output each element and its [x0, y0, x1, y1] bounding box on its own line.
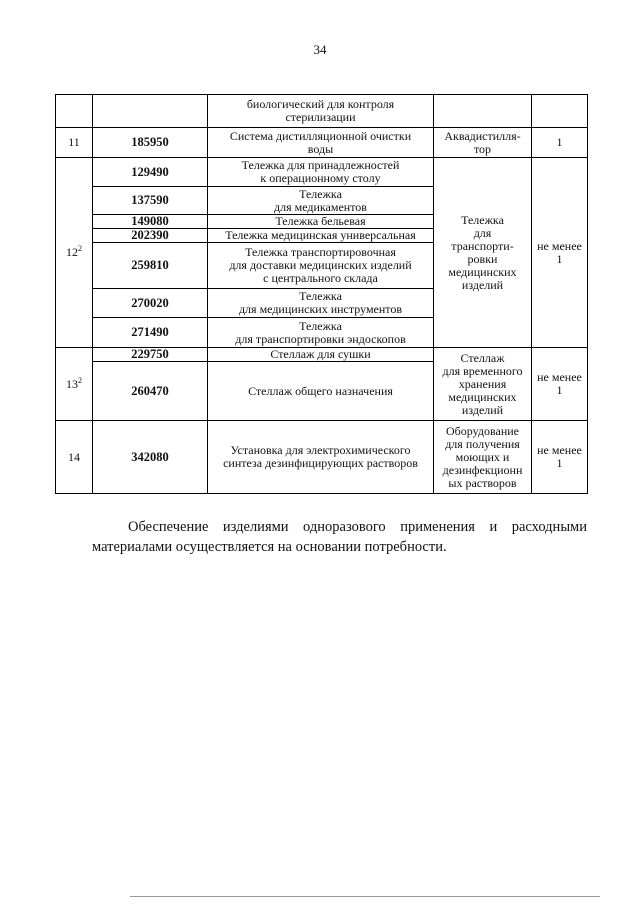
name-cell: Тележка для транспортировки эндоскопов: [208, 318, 434, 348]
code-cell: 271490: [93, 318, 208, 348]
table-row: [56, 95, 588, 128]
table-row: [56, 421, 588, 494]
type-cell: Тележка для транспорти- ровки медицинских изделий: [434, 158, 532, 348]
code-cell: 149080: [93, 215, 208, 229]
qty-cell: не менее 1: [532, 158, 588, 348]
name-cell: биологический для контроля стерилизации: [208, 95, 434, 128]
qty-cell: 1: [532, 128, 588, 158]
paragraph-line-1: Обеспечение изделиями одноразового применения и расходными: [128, 519, 587, 535]
page-number: 34: [313, 42, 327, 57]
type-cell: Стеллаж для временного хранения медицинских изделий: [434, 348, 532, 421]
table-row: [56, 128, 588, 158]
type-cell: [434, 95, 532, 128]
equipment-table: [55, 94, 588, 494]
qty-cell: не менее 1: [532, 421, 588, 494]
code-cell: 260470: [93, 362, 208, 421]
row-number: 14: [56, 421, 93, 494]
code-cell: [93, 95, 208, 128]
qty-cell: не менее 1: [532, 348, 588, 421]
name-cell: Тележка бельевая: [208, 215, 434, 229]
row-number: 11: [56, 128, 93, 158]
code-cell: 129490: [93, 158, 208, 187]
name-cell: Стеллаж общего назначения: [208, 362, 434, 421]
name-cell: Тележка для принадлежностей к операционному столу: [208, 158, 434, 187]
name-cell: Система дистилляционной очистки воды: [208, 128, 434, 158]
code-cell: 202390: [93, 229, 208, 243]
code-cell: 259810: [93, 243, 208, 289]
table-row: [56, 348, 588, 362]
name-cell: Тележка транспортировочная для доставки медицинских изделий с центрального склада: [208, 243, 434, 289]
code-cell: 137590: [93, 187, 208, 215]
name-cell: Тележка для медикаментов: [208, 187, 434, 215]
paragraph-line-2: материалами осуществляется на основании потребности.: [92, 539, 447, 555]
scan-edge-line: [130, 896, 600, 897]
footer-paragraph: [92, 517, 587, 557]
code-cell: 185950: [93, 128, 208, 158]
row-number: [56, 95, 93, 128]
name-cell: Установка для электрохимического синтеза дезинфицирующих растворов: [208, 421, 434, 494]
type-cell: Аквадистилля- тор: [434, 128, 532, 158]
code-cell: 229750: [93, 348, 208, 362]
table-row: [56, 158, 588, 187]
name-cell: Стеллаж для сушки: [208, 348, 434, 362]
name-cell: Тележка для медицинских инструментов: [208, 289, 434, 318]
code-cell: 342080: [93, 421, 208, 494]
row-number: $13^2$: [56, 348, 93, 421]
type-cell: Оборудование для получения моющих и дезинфекционн ых растворов: [434, 421, 532, 494]
code-cell: 270020: [93, 289, 208, 318]
row-number: $12^2$: [56, 158, 93, 348]
qty-cell: [532, 95, 588, 128]
name-cell: Тележка медицинская универсальная: [208, 229, 434, 243]
